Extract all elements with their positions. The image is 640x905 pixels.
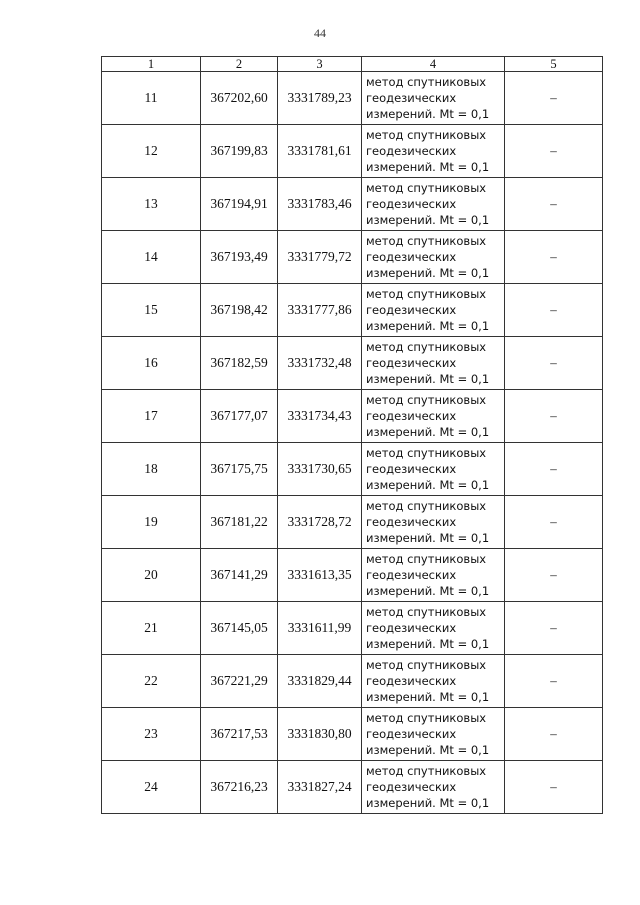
method-text-line: геодезических [366,409,457,423]
method-text-line: метод спутниковых [366,552,487,566]
method-cell [362,231,505,284]
method-text-line: метод спутниковых [366,287,487,301]
table-row [102,496,603,549]
point-number-cell: 12 [102,125,201,178]
method-text-line: геодезических [366,674,457,688]
column-5-cell: – [505,655,603,708]
table-body [102,72,603,814]
table-row [102,178,603,231]
column-5-cell: – [505,390,603,443]
column-5-cell: – [505,761,603,814]
method-text-line: измерений. Mt = 0,1 [366,743,490,757]
column-header: 3 [278,57,362,72]
column-header: 5 [505,57,603,72]
method-text-line: метод спутниковых [366,128,487,142]
method-text-line: измерений. Mt = 0,1 [366,213,490,227]
column-5-cell: – [505,72,603,125]
table-row [102,231,603,284]
point-number-cell: 13 [102,178,201,231]
x-coordinate-cell: 367217,53 [201,708,278,761]
y-coordinate-cell: 3331827,24 [278,761,362,814]
method-text-line: измерений. Mt = 0,1 [366,531,490,545]
point-number-cell: 20 [102,549,201,602]
table-row [102,443,603,496]
method-cell [362,761,505,814]
table-row [102,72,603,125]
y-coordinate-cell: 3331730,65 [278,443,362,496]
column-5-cell: – [505,284,603,337]
y-coordinate-cell: 3331611,99 [278,602,362,655]
method-text-line: измерений. Mt = 0,1 [366,584,490,598]
method-cell [362,443,505,496]
x-coordinate-cell: 367194,91 [201,178,278,231]
method-text-line: измерений. Mt = 0,1 [366,266,490,280]
method-text-line: измерений. Mt = 0,1 [366,637,490,651]
y-coordinate-cell: 3331728,72 [278,496,362,549]
table-row [102,708,603,761]
y-coordinate-cell: 3331732,48 [278,337,362,390]
x-coordinate-cell: 367177,07 [201,390,278,443]
method-text-line: измерений. Mt = 0,1 [366,160,490,174]
point-number-cell: 24 [102,761,201,814]
method-cell [362,496,505,549]
column-5-cell: – [505,496,603,549]
method-cell [362,125,505,178]
y-coordinate-cell: 3331789,23 [278,72,362,125]
method-cell [362,390,505,443]
method-text-line: геодезических [366,356,457,370]
method-text-line: метод спутниковых [366,499,487,513]
method-text-line: геодезических [366,144,457,158]
point-number-cell: 19 [102,496,201,549]
point-number-cell: 14 [102,231,201,284]
method-text-line: измерений. Mt = 0,1 [366,107,490,121]
y-coordinate-cell: 3331777,86 [278,284,362,337]
x-coordinate-cell: 367193,49 [201,231,278,284]
method-cell [362,549,505,602]
table-row [102,761,603,814]
method-text-line: геодезических [366,621,457,635]
point-number-cell: 15 [102,284,201,337]
x-coordinate-cell: 367175,75 [201,443,278,496]
table-row [102,337,603,390]
method-cell [362,284,505,337]
point-number-cell: 21 [102,602,201,655]
x-coordinate-cell: 367199,83 [201,125,278,178]
y-coordinate-cell: 3331830,80 [278,708,362,761]
column-5-cell: – [505,708,603,761]
column-header: 1 [102,57,201,72]
x-coordinate-cell: 367198,42 [201,284,278,337]
x-coordinate-cell: 367141,29 [201,549,278,602]
page-number: 44 [314,26,326,40]
method-text-line: метод спутниковых [366,181,487,195]
method-cell [362,337,505,390]
method-text-line: измерений. Mt = 0,1 [366,690,490,704]
y-coordinate-cell: 3331783,46 [278,178,362,231]
method-text-line: измерений. Mt = 0,1 [366,372,490,386]
method-text-line: измерений. Mt = 0,1 [366,319,490,333]
table-row [102,284,603,337]
method-text-line: метод спутниковых [366,658,487,672]
y-coordinate-cell: 3331734,43 [278,390,362,443]
method-text-line: метод спутниковых [366,75,487,89]
point-number-cell: 22 [102,655,201,708]
x-coordinate-cell: 367221,29 [201,655,278,708]
method-cell [362,602,505,655]
point-number-cell: 18 [102,443,201,496]
y-coordinate-cell: 3331781,61 [278,125,362,178]
method-text-line: геодезических [366,250,457,264]
method-text-line: метод спутниковых [366,393,487,407]
x-coordinate-cell: 367145,05 [201,602,278,655]
table-row [102,602,603,655]
method-cell [362,178,505,231]
method-text-line: геодезических [366,568,457,582]
column-5-cell: – [505,337,603,390]
method-cell [362,72,505,125]
method-text-line: измерений. Mt = 0,1 [366,478,490,492]
method-text-line: геодезических [366,780,457,794]
method-text-line: измерений. Mt = 0,1 [366,425,490,439]
column-5-cell: – [505,602,603,655]
method-text-line: метод спутниковых [366,711,487,725]
table-row [102,125,603,178]
point-number-cell: 23 [102,708,201,761]
point-number-cell: 17 [102,390,201,443]
y-coordinate-cell: 3331779,72 [278,231,362,284]
y-coordinate-cell: 3331829,44 [278,655,362,708]
table-row [102,390,603,443]
method-text-line: геодезических [366,303,457,317]
x-coordinate-cell: 367202,60 [201,72,278,125]
method-text-line: метод спутниковых [366,234,487,248]
column-5-cell: – [505,178,603,231]
method-text-line: геодезических [366,197,457,211]
table-header-row [102,57,603,72]
x-coordinate-cell: 367182,59 [201,337,278,390]
column-5-cell: – [505,443,603,496]
method-text-line: метод спутниковых [366,764,487,778]
method-text-line: геодезических [366,91,457,105]
y-coordinate-cell: 3331613,35 [278,549,362,602]
table-row [102,549,603,602]
column-5-cell: – [505,231,603,284]
coordinates-table [101,56,603,814]
method-text-line: метод спутниковых [366,605,487,619]
point-number-cell: 16 [102,337,201,390]
column-header: 2 [201,57,278,72]
method-text-line: метод спутниковых [366,340,487,354]
point-number-cell: 11 [102,72,201,125]
method-text-line: геодезических [366,515,457,529]
method-text-line: геодезических [366,462,457,476]
method-text-line: измерений. Mt = 0,1 [366,796,490,810]
column-5-cell: – [505,125,603,178]
method-cell [362,708,505,761]
method-text-line: геодезических [366,727,457,741]
column-header: 4 [362,57,505,72]
method-text-line: метод спутниковых [366,446,487,460]
x-coordinate-cell: 367216,23 [201,761,278,814]
table-row [102,655,603,708]
method-cell [362,655,505,708]
column-5-cell: – [505,549,603,602]
x-coordinate-cell: 367181,22 [201,496,278,549]
